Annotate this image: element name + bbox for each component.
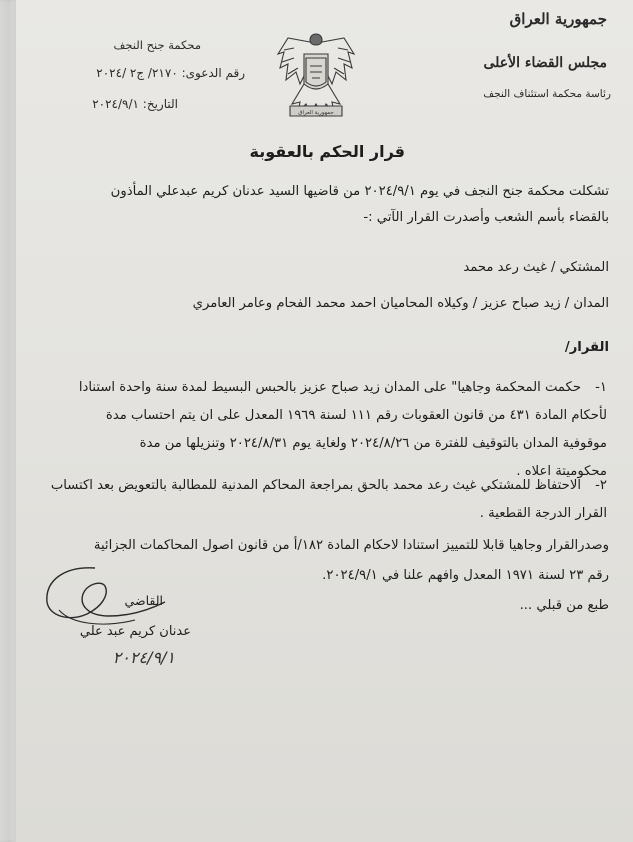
item-1-line-4: محكوميتة اعلاه . — [516, 464, 607, 479]
item-2-line-2: القرار الدرجة القطعية . — [479, 506, 607, 521]
complainant: المشتكي / غيث رعد محمد — [463, 260, 609, 275]
document-title: قرار الحكم بالعقوبة — [249, 142, 405, 161]
item-number: ١- — [595, 380, 607, 395]
print-note: طبع من قبلي ... — [519, 598, 609, 613]
header-council: مجلس القضاء الأعلى — [483, 55, 607, 71]
intro-line-2: بالقضاء بأسم الشعب وأصدرت القرار الآتي :- — [363, 210, 609, 225]
closing-line-1: وصدرالقرار وجاهيا قابلا للتمييز استنادا لاحكام المادة ١٨٢/أ من قانون اصول المحاكمات الجزائية — [93, 538, 609, 553]
item-1-line-3: موقوفية المدان بالتوقيف للفترة من ٢٠٢٤/٨/٢٦ ولغاية يوم ٢٠٢٤/٨/٣١ وتنزيلها من مدة — [139, 436, 607, 451]
handwritten-date: ٢٠٢٤/٩/١ — [112, 648, 175, 667]
item-1-line-2: لأحكام المادة ٤٣١ من قانون العقوبات رقم ١١١ لسنة ١٩٦٩ المعدل على ان يتم احتساب مدة — [105, 408, 607, 423]
header-date: التاريخ: ٢٠٢٤/٩/١ — [92, 97, 178, 111]
page-edge — [0, 0, 16, 842]
decision-heading: القرار/ — [564, 340, 609, 355]
signature-name: عدنان كريم عبد علي — [79, 624, 191, 639]
convicted-party: المدان / زيد صباح عزيز / وكيلاه المحاميان احمد محمد الفحام وعامر العامري — [192, 296, 609, 311]
item-2-line-1: الاحتفاظ للمشتكي غيث رعد محمد بالحق بمراجعة المحاكم المدنية للمطالبة بالتعويض بعد اكتساب — [50, 478, 581, 493]
header-country: جمهورية العراق — [509, 10, 607, 28]
intro-line-1: تشكلت محكمة جنح النجف في يوم ٢٠٢٤/٩/١ من قاضيها السيد عدنان كريم عبدعلي المأذون — [110, 184, 609, 199]
header-case-number: رقم الدعوى: ٢١٧٠/ ج٢ /٢٠٢٤ — [96, 66, 245, 80]
header-court-name: محكمة جنح النجف — [113, 38, 201, 52]
header-presidency: رئاسة محكمة استئناف النجف — [483, 88, 611, 100]
closing-line-2: رقم ٢٣ لسنة ١٩٧١ المعدل وافهم علنا في ٢٠٢٤/٩/١. — [322, 568, 609, 583]
signature-role: القاضي — [124, 593, 163, 608]
item-1-line-1: حكمت المحكمة وجاهيا" على المدان زيد صباح عزيز بالحبس البسيط لمدة سنة واحدة استنادا — [78, 380, 581, 395]
item-number: ٢- — [595, 478, 607, 493]
iraq-eagle-emblem-icon — [270, 28, 362, 124]
emblem-label: جمهورية العراق — [298, 110, 334, 116]
